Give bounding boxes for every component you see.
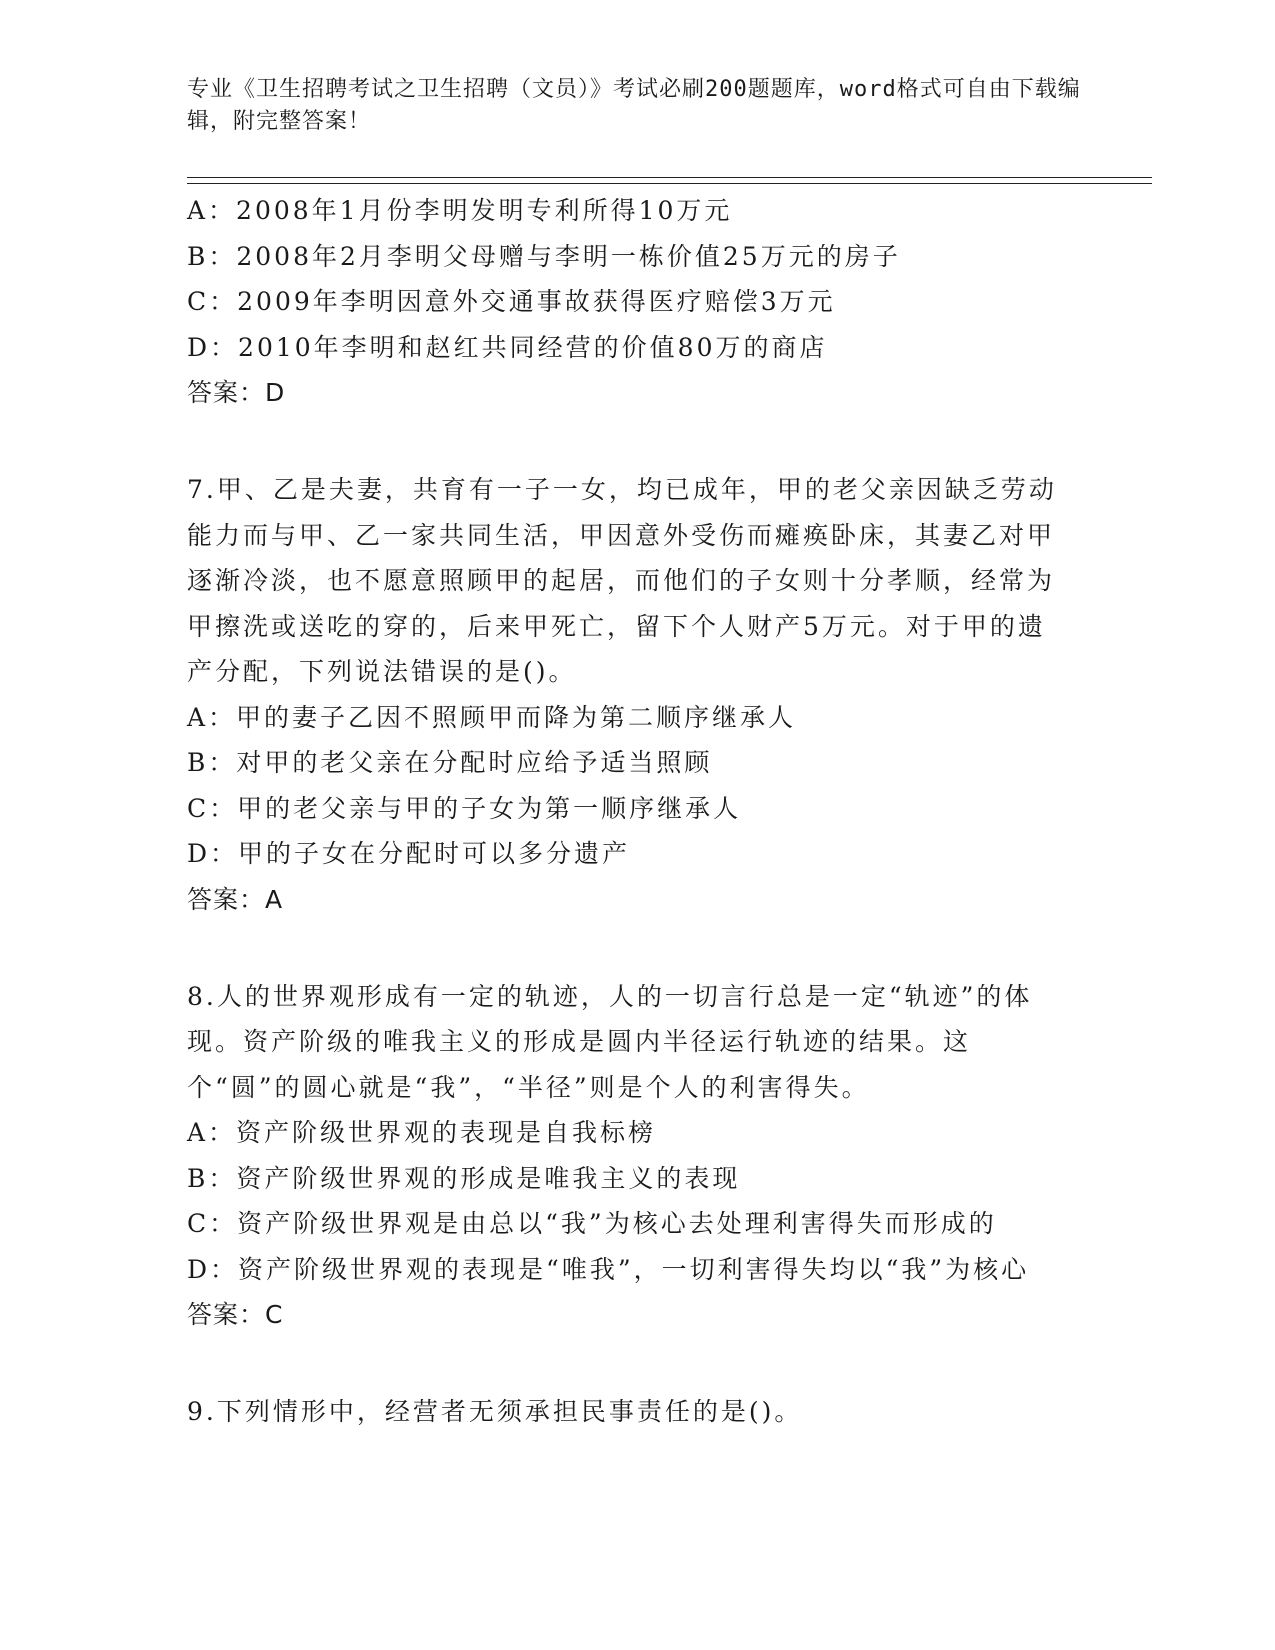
question-7	[187, 467, 1067, 923]
option-a: A：资产阶级世界观的表现是自我标榜	[187, 1118, 657, 1147]
answer: 答案：C	[187, 1300, 284, 1329]
option-a: A：甲的妻子乙因不照顾甲而降为第二顺序继承人	[187, 702, 797, 732]
option-c: C：甲的老父亲与甲的子女为第一顺序继承人	[187, 793, 742, 823]
document-header	[187, 74, 1087, 138]
question-stem: 9.下列情形中，经营者无须承担民事责任的是()。	[187, 1397, 803, 1426]
option-b: B：2008年2月李明父母赠与李明一栋价值25万元的房子	[187, 241, 901, 271]
option-b: B：资产阶级世界观的形成是唯我主义的表现	[187, 1163, 741, 1193]
option-b: B：对甲的老父亲在分配时应给予适当照顾	[187, 748, 713, 777]
option-a: A：2008年1月份李明发明专利所得10万元	[187, 196, 733, 225]
header-rule-top	[187, 177, 1152, 178]
option-d: D：资产阶级世界观的表现是“唯我”，一切利害得失均以“我”为核心	[187, 1254, 1030, 1284]
answer: 答案：D	[187, 378, 286, 407]
option-d: D：2010年李明和赵红共同经营的价值80万的商店	[187, 332, 828, 362]
answer: 答案：A	[187, 884, 284, 914]
question-6-tail	[187, 188, 1067, 416]
document-body	[187, 188, 1067, 1435]
question-9	[187, 1389, 1067, 1435]
question-8	[187, 974, 1067, 1339]
header-rule-bottom	[187, 183, 1152, 184]
option-c: C：2009年李明因意外交通事故获得医疗赔偿3万元	[187, 287, 836, 316]
question-stem: 8.人的世界观形成有一定的轨迹，人的一切言行总是一定“轨迹”的体现。资产阶级的唯我主义的形成是圆内半径运行轨迹的结果。这个“圆”的圆心就是“我”，“半径”则是个人的利害得失。	[187, 981, 1033, 1102]
header-title: 专业《卫生招聘考试之卫生招聘（文员）》考试必刷200题题库，word格式可自由下载编辑，附完整答案！	[187, 77, 1081, 134]
option-d: D：甲的子女在分配时可以多分遗产	[187, 839, 631, 868]
question-stem: 7.甲、乙是夫妻，共育有一子一女，均已成年，甲的老父亲因缺乏劳动能力而与甲、乙一家共同生活，甲因意外受伤而瘫痪卧床，其妻乙对甲逐渐冷淡，也不愿意照顾甲的起居，而他们的子女则十分孝顺，经常为甲擦洗或送吃的穿的，后来甲死亡，留下个人财产5万元。对于甲的遗产分配，下列说法错误的是()。	[187, 475, 1057, 686]
option-c: C：资产阶级世界观是由总以“我”为核心去处理利害得失而形成的	[187, 1209, 997, 1238]
